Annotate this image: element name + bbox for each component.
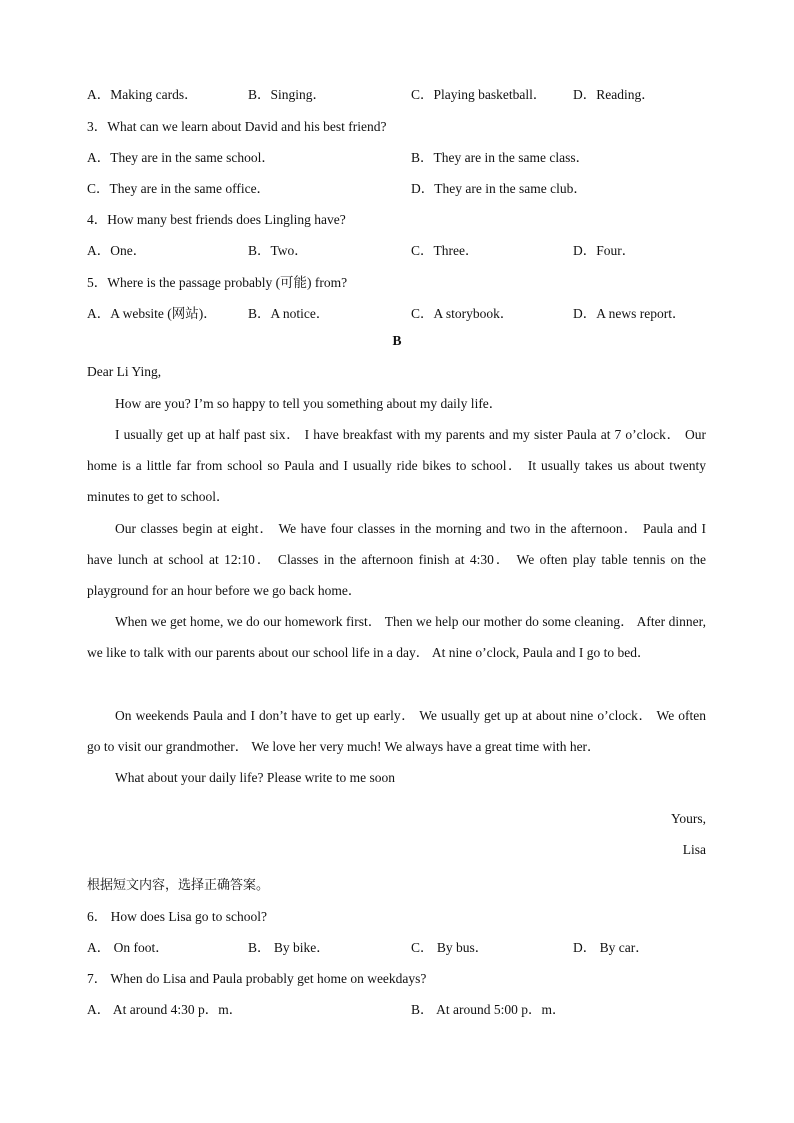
q6-option-b: B． By bike． bbox=[248, 940, 330, 955]
letter-paragraph-1: How are you? I’m so happy to tell you something about my daily life． bbox=[115, 396, 503, 411]
q4-question: 4．How many best friends does Lingling have? bbox=[87, 212, 346, 227]
q5-option-b: B．A notice． bbox=[248, 306, 330, 321]
q4-option-c: C．Three． bbox=[411, 243, 479, 258]
q4-option-a: A．One． bbox=[87, 243, 147, 258]
letter-paragraph-4: When we get home, we do our homework first． Then we help our mother do some cleaning． After dinner, we like to talk with our parents about our school life in a day． At nine o’clock, Paula and I go to bed． bbox=[87, 614, 706, 661]
q5-option-a: A．A website (网站)． bbox=[87, 306, 217, 321]
letter-closing: Yours, bbox=[670, 811, 706, 826]
q2-option-d: D．Reading． bbox=[573, 87, 655, 102]
q4-option-d: D．Four． bbox=[573, 243, 636, 258]
q3-option-c: C．They are in the same office． bbox=[87, 181, 271, 196]
q4-option-b: B．Two． bbox=[248, 243, 308, 258]
q3-option-a: A．They are in the same school． bbox=[87, 150, 275, 165]
q2-option-a: A．Making cards． bbox=[87, 87, 198, 102]
section-instruction: 根据短文内容，选择正确答案。 bbox=[87, 878, 270, 893]
letter-paragraph-2: I usually get up at half past six． I have breakfast with my parents and my sister Paula at 7 o’clock． Our home is a little far from school so Paula and I usually ride bikes to school． It usually takes us about twenty minutes to get to school． bbox=[87, 427, 706, 505]
q2-option-c: C．Playing basketball． bbox=[411, 87, 547, 102]
q2-option-b: B．Singing． bbox=[248, 87, 327, 102]
q6-option-a: A． On foot． bbox=[87, 940, 169, 955]
letter-paragraph-5: On weekends Paula and I don’t have to get up early． We usually get up at about nine o’clock． We often go to visit our grandmother． We love her very much! We always have a great time with her． bbox=[87, 708, 706, 755]
q6-question: 6． How does Lisa go to school? bbox=[87, 909, 267, 924]
q6-option-c: C． By bus． bbox=[411, 940, 489, 955]
letter-paragraph-6: What about your daily life? Please write to me soon bbox=[115, 770, 396, 785]
q3-option-b: B．They are in the same class． bbox=[411, 150, 590, 165]
letter-paragraph-3: Our classes begin at eight． We have four classes in the morning and two in the afternoon． Paula and I have lunch at school at 12:10． Classes in the afternoon finish at 4:30． We often play table tennis on the playground for an hour before we go back home． bbox=[87, 521, 706, 599]
q3-question: 3．What can we learn about David and his best friend? bbox=[87, 119, 387, 134]
q5-option-d: D．A news report． bbox=[573, 306, 686, 321]
q5-question: 5．Where is the passage probably (可能) from? bbox=[87, 275, 348, 290]
q6-option-d: D． By car． bbox=[573, 940, 649, 955]
letter-salutation: Dear Li Ying, bbox=[87, 364, 162, 379]
q5-option-c: C．A storybook． bbox=[411, 306, 514, 321]
q7-question: 7． When do Lisa and Paula probably get home on weekdays? bbox=[87, 971, 427, 986]
q7-option-a: A． At around 4:30 p．m． bbox=[87, 1002, 243, 1017]
section-heading: B bbox=[392, 333, 402, 348]
q7-option-b: B． At around 5:00 p．m． bbox=[411, 1002, 566, 1017]
q3-option-d: D．They are in the same club． bbox=[411, 181, 587, 196]
letter-signature: Lisa bbox=[682, 842, 706, 857]
